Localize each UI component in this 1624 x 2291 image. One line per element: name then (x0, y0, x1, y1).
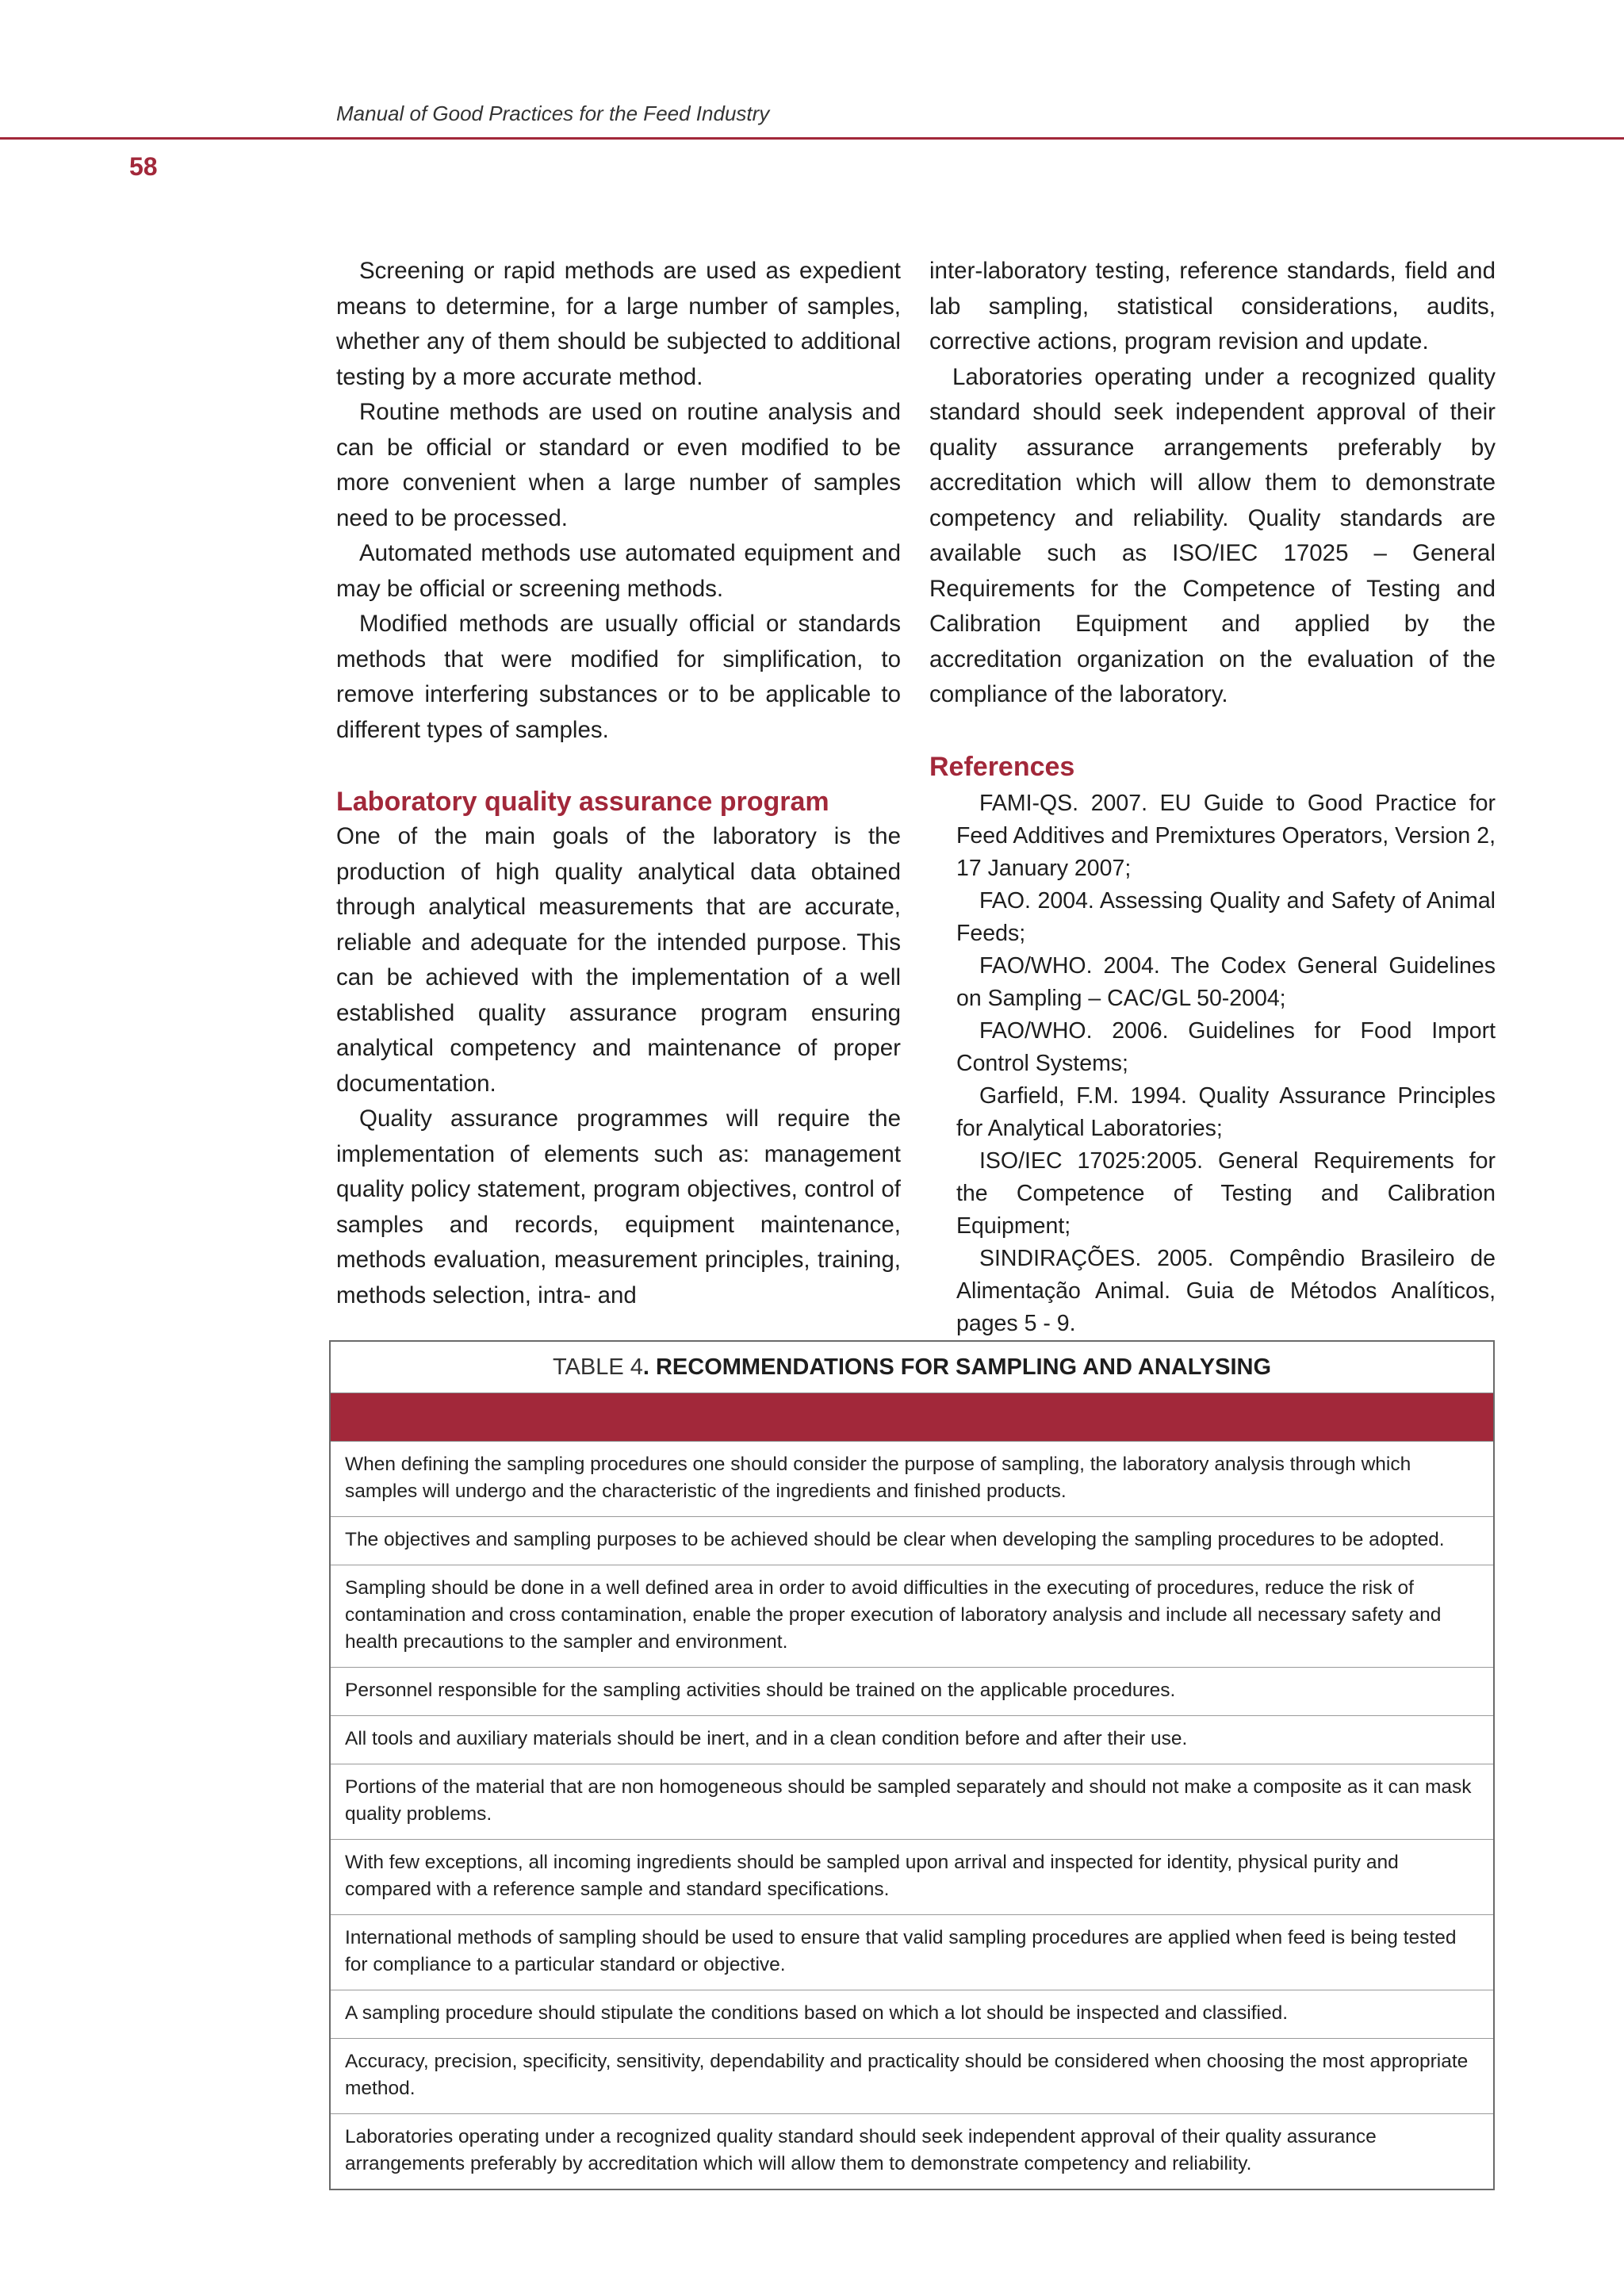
table-row: International methods of sampling should be used to ensure that valid sampling procedures are applied when feed is being tested for compliance to a particular standard or objective. (331, 1915, 1493, 1990)
table-row: With few exceptions, all incoming ingredients should be sampled upon arrival and inspected for identity, physical purity and compared with a reference sample and standard specifications. (331, 1840, 1493, 1915)
reference-item: ISO/IEC 17025:2005. General Requirements for the Competence of Testing and Calibration Equipment; (956, 1147, 1496, 1239)
table-row: Personnel responsible for the sampling activities should be trained on the applicable procedures. (331, 1668, 1493, 1716)
table-row: When defining the sampling procedures one should consider the purpose of sampling, the laboratory analysis through which samples will undergo and the characteristic of the ingredients and finished products. (331, 1442, 1493, 1517)
right-column (929, 254, 1496, 1340)
paragraph-main-goals: One of the main goals of the laboratory is the production of high quality analytical data obtained through analytical measurements that are accurate, reliable and adequate for the intended purpose. This can be achieved with the implementation of a well established quality assurance program ensuring analytical competency and maintenance of proper documentation. (336, 823, 901, 1097)
reference-item: SINDIRAÇÕES. 2005. Compêndio Brasileiro de Alimentação Animal. Guia de Métodos Analíticos, pages 5 - 9. (956, 1245, 1496, 1336)
table-row: Sampling should be done in a well defined area in order to avoid difficulties in the executing of procedures, reduce the risk of contamination and cross contamination, enable the proper execution of laboratory analysis and include all necessary safety and health precautions to the sampler and environment. (331, 1565, 1493, 1668)
running-header: Manual of Good Practices for the Feed Industry (336, 102, 770, 125)
table-header-band (331, 1393, 1493, 1442)
table-row: Accuracy, precision, specificity, sensitivity, dependability and practicality should be considered when choosing the most appropriate method. (331, 2039, 1493, 2114)
paragraph-accreditation: Laboratories operating under a recognized quality standard should seek independent approval of their quality assurance arrangements preferably by accreditation which will allow them to demonstrate competency and reliability. Quality standards are available such as ISO/IEC 17025 – General Requirements for the Competence of Testing and Calibration Equipment and applied by the accreditation organization on the evaluation of the compliance of the laboratory. (929, 363, 1496, 707)
table-row: Portions of the material that are non homogeneous should be sampled separately and should not make a composite as it can mask quality problems. (331, 1764, 1493, 1840)
reference-list (929, 787, 1496, 1340)
paragraph-continuation: inter-laboratory testing, reference standards, field and lab sampling, statistical considerations, audits, corrective actions, program revision and update. (929, 258, 1496, 354)
reference-item: Garfield, F.M. 1994. Quality Assurance Principles for Analytical Laboratories; (956, 1082, 1496, 1141)
section-heading-references: References (929, 751, 1075, 782)
table-row: The objectives and sampling purposes to be achieved should be clear when developing the sampling procedures to be adopted. (331, 1517, 1493, 1565)
reference-item: FAMI-QS. 2007. EU Guide to Good Practice for Feed Additives and Premixtures Operators, Version 2, 17 January 2007; (956, 790, 1496, 881)
table-row: Laboratories operating under a recognized quality standard should seek independent approval of their quality assurance arrangements preferably by accreditation which will allow them to demonstrate competency and reliability. (345, 2126, 1377, 2174)
paragraph-automated-methods: Automated methods use automated equipment and may be official or screening methods. (336, 540, 901, 602)
table-row: A sampling procedure should stipulate the conditions based on which a lot should be inspected and classified. (331, 1990, 1493, 2039)
reference-item: FAO/WHO. 2006. Guidelines for Food Import Control Systems; (956, 1017, 1496, 1076)
reference-item: FAO/WHO. 2004. The Codex General Guidelines on Sampling – CAC/GL 50-2004; (956, 952, 1496, 1011)
left-column (336, 254, 901, 1313)
table-caption-title: . RECOMMENDATIONS FOR SAMPLING AND ANALYSING (642, 1354, 1272, 1380)
paragraph-routine-methods: Routine methods are used on routine analysis and can be official or standard or even modified to be more convenient when a large number of samples need to be processed. (336, 399, 901, 531)
table-caption-label: TABLE 4 (552, 1354, 643, 1380)
table-row: All tools and auxiliary materials should be inert, and in a clean condition before and after their use. (331, 1716, 1493, 1764)
page-number: 58 (129, 152, 158, 181)
paragraph-modified-methods: Modified methods are usually official or standards methods that were modified for simplification, to remove interfering substances or to be applicable to different types of samples. (336, 611, 901, 743)
table-caption (331, 1342, 1493, 1393)
header-rule (0, 137, 1624, 140)
recommendations-table (329, 1340, 1495, 2190)
section-heading-lab-quality: Laboratory quality assurance program (336, 787, 829, 817)
paragraph-screening-methods: Screening or rapid methods are used as expedient means to determine, for a large number of samples, whether any of them should be subjected to additional testing by a more accurate method. (336, 258, 901, 390)
paragraph-qa-programmes: Quality assurance programmes will require the implementation of elements such as: management quality policy statement, program objectives, control of samples and records, equipment maintenance, methods evaluation, measurement principles, training, methods selection, intra- and (336, 1105, 901, 1308)
reference-item: FAO. 2004. Assessing Quality and Safety of Animal Feeds; (956, 887, 1496, 946)
